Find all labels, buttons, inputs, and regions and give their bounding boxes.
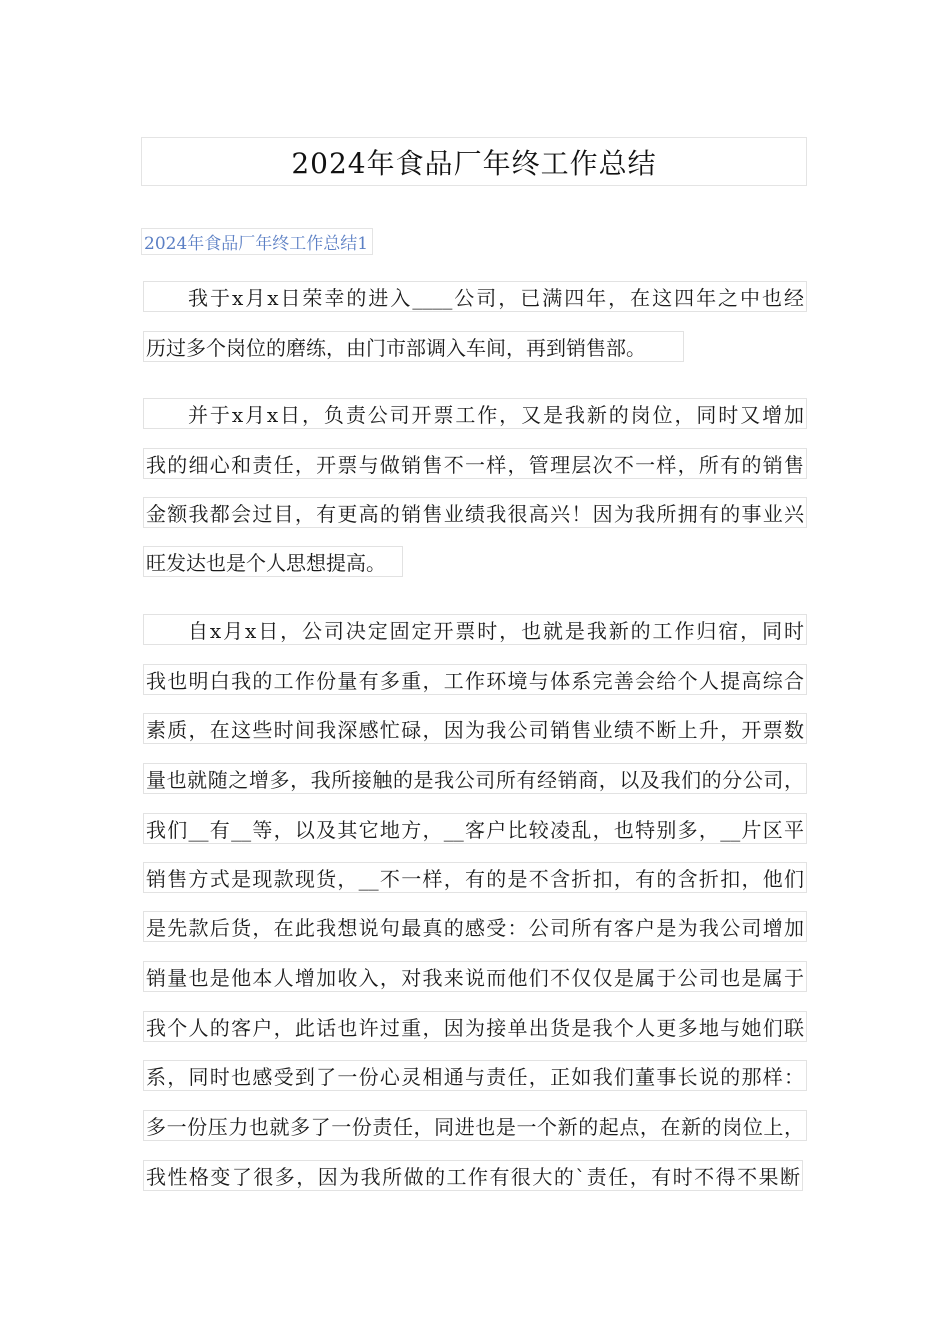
paragraph-3-line-5: 我们__有__等，以及其它地方，__客户比较凌乱，也特别多，__片区平 (143, 813, 807, 844)
paragraph-3-line-6: 销售方式是现款现货，__不一样，有的是不含折扣，有的含折扣，他们 (143, 862, 807, 893)
paragraph-3-line-12: 我性格变了很多，因为我所做的工作有很大的`责任，有时不得不果断 (143, 1160, 803, 1191)
paragraph-3-line-7: 是先款后货，在此我想说句最真的感受：公司所有客户是为我公司增加 (143, 911, 807, 942)
document-title: 2024年食品厂年终工作总结 (291, 146, 657, 180)
title-box (141, 137, 807, 186)
paragraph-1-line-2: 历过多个岗位的磨练，由门市部调入车间，再到销售部。 (143, 331, 684, 362)
paragraph-3-line-10: 系，同时也感受到了一份心灵相通与责任，正如我们董事长说的那样： (143, 1060, 807, 1091)
paragraph-2-line-1: 并于x月x日，负责公司开票工作，又是我新的岗位，同时又增加 (143, 398, 807, 429)
paragraph-3-line-11: 多一份压力也就多了一份责任，同进也是一个新的起点，在新的岗位上， (143, 1110, 807, 1141)
paragraph-3-line-9: 我个人的客户，此话也许过重，因为接单出货是我个人更多地与她们联 (143, 1011, 807, 1042)
section-heading: 2024年食品厂年终工作总结1 (144, 234, 369, 254)
paragraph-2-line-2: 我的细心和责任，开票与做销售不一样，管理层次不一样，所有的销售 (143, 448, 807, 479)
paragraph-3-line-3: 素质，在这些时间我深感忙碌，因为我公司销售业绩不断上升，开票数 (143, 713, 807, 744)
paragraph-3-line-4: 量也就随之增多，我所接触的是我公司所有经销商，以及我们的分公司， (143, 763, 807, 794)
paragraph-3-line-2: 我也明白我的工作份量有多重，工作环境与体系完善会给个人提高综合 (143, 664, 807, 695)
paragraph-2-line-4: 旺发达也是个人思想提高。 (143, 546, 403, 577)
paragraph-1-line-1: 我于x月x日荣幸的进入____公司，已满四年，在这四年之中也经 (143, 281, 807, 312)
paragraph-2-line-3: 金额我都会过目，有更高的销售业绩我很高兴！因为我所拥有的事业兴 (143, 497, 807, 528)
paragraph-3-line-8: 销量也是他本人增加收入，对我来说而他们不仅仅是属于公司也是属于 (143, 961, 807, 992)
section-heading-box (141, 228, 373, 255)
paragraph-3-line-1: 自x月x日，公司决定固定开票时，也就是我新的工作归宿，同时 (143, 614, 807, 645)
